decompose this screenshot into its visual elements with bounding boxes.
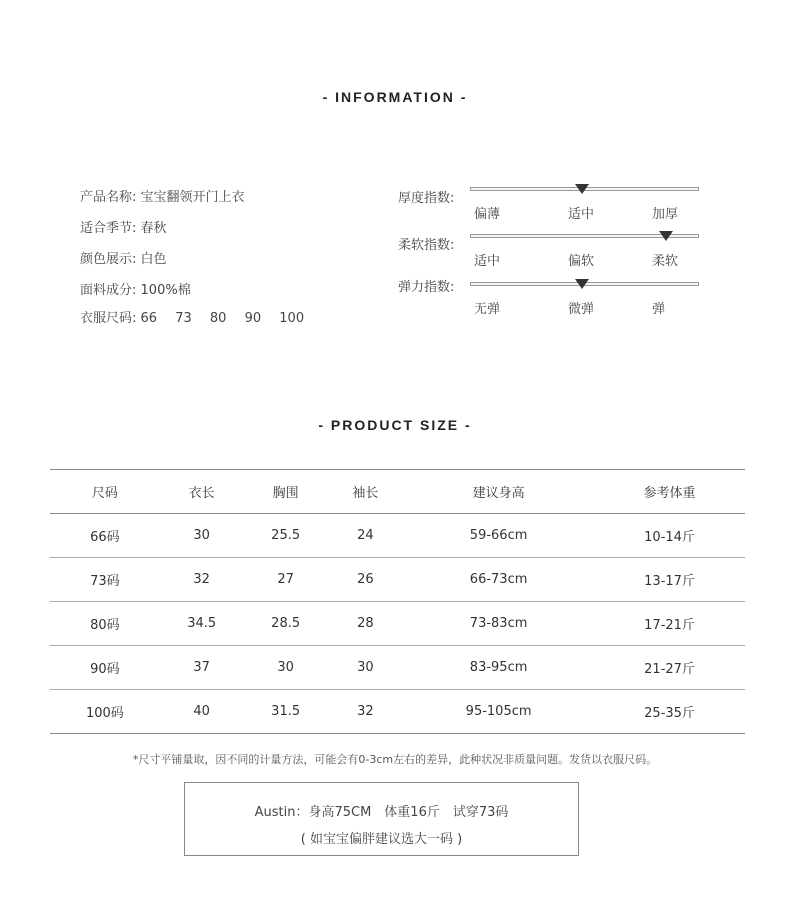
table-cell: 27 xyxy=(277,572,294,587)
table-row xyxy=(50,514,745,558)
index-option: 适中 xyxy=(568,207,595,222)
information-title: - INFORMATION - xyxy=(322,89,468,105)
size-value: 100 xyxy=(279,311,305,326)
table-cell: 59-66cm xyxy=(469,528,528,543)
info-row-color xyxy=(80,248,167,267)
size-value: 80 xyxy=(209,311,227,326)
table-cell: 83-95cm xyxy=(469,660,528,675)
table-cell: 73码 xyxy=(90,574,120,589)
table-cell: 21-27斤 xyxy=(644,662,695,677)
table-row xyxy=(50,602,745,646)
index-option: 适中 xyxy=(474,254,501,269)
index-option: 弹 xyxy=(652,302,666,317)
info-row-product-name xyxy=(80,186,245,205)
table-cell: 25-35斤 xyxy=(644,706,695,721)
info-row-sizes xyxy=(80,307,318,326)
table-cell: 66码 xyxy=(90,530,120,545)
info-value: 春秋 xyxy=(140,221,167,236)
table-cell: 24 xyxy=(357,528,374,543)
table-cell: 100码 xyxy=(85,706,124,721)
index-label: 柔软指数: xyxy=(398,238,455,253)
size-value: 73 xyxy=(175,311,192,326)
column-header: 衣长 xyxy=(188,486,215,501)
index-option: 偏薄 xyxy=(474,207,501,222)
index-option: 微弹 xyxy=(568,302,595,317)
size-value: 66 xyxy=(140,311,158,326)
info-value: 100%棉 xyxy=(140,283,191,298)
info-value: 宝宝翻领开门上衣 xyxy=(140,190,245,205)
table-cell: 73-83cm xyxy=(469,616,528,631)
table-cell: 10-14斤 xyxy=(644,530,695,545)
column-header: 袖长 xyxy=(352,486,379,501)
table-row xyxy=(50,558,745,602)
index-marker-icon xyxy=(575,279,589,289)
table-row xyxy=(50,690,745,734)
size-list xyxy=(141,311,319,326)
table-cell: 30 xyxy=(193,528,210,543)
info-label: 产品名称: xyxy=(80,190,137,205)
index-marker-icon xyxy=(659,231,673,241)
column-header: 胸围 xyxy=(272,486,299,501)
info-row-season xyxy=(80,217,167,236)
index-marker-icon xyxy=(575,184,589,194)
table-cell: 30 xyxy=(357,660,374,675)
table-row xyxy=(50,646,745,690)
table-cell: 13-17斤 xyxy=(644,574,695,589)
size-value: 90 xyxy=(244,311,262,326)
info-label: 适合季节: xyxy=(80,221,137,236)
info-label: 面料成分: xyxy=(80,283,137,298)
table-cell: 34.5 xyxy=(187,616,217,631)
measurement-note: *尺寸平铺量取，因不同的计量方法，可能会有0-3cm左右的差异，此种状况非质量问题。发货以衣服尺码。 xyxy=(132,753,658,766)
try-on-tip: ( 如宝宝偏胖建议选大一码 ) xyxy=(300,832,463,847)
table-cell: 30 xyxy=(277,660,294,675)
table-cell: 90码 xyxy=(90,662,120,677)
column-header: 参考体重 xyxy=(643,486,696,501)
table-cell: 80码 xyxy=(90,618,120,633)
try-on-model-info: Austin：身高75CM 体重16斤 试穿73码 xyxy=(254,805,509,820)
column-header: 建议身高 xyxy=(472,486,525,501)
table-cell: 40 xyxy=(193,704,210,719)
table-cell: 17-21斤 xyxy=(644,618,695,633)
table-cell: 28.5 xyxy=(271,616,301,631)
table-header-row xyxy=(50,470,745,514)
table-cell: 32 xyxy=(193,572,210,587)
table-cell: 66-73cm xyxy=(469,572,528,587)
product-size-title: - PRODUCT SIZE - xyxy=(318,417,472,433)
table-cell: 28 xyxy=(357,616,374,631)
info-label: 颜色展示: xyxy=(80,252,137,267)
info-row-fabric xyxy=(80,279,191,298)
table-cell: 95-105cm xyxy=(465,704,532,719)
column-header: 尺码 xyxy=(91,486,118,501)
table-cell: 32 xyxy=(357,704,374,719)
index-label: 弹力指数: xyxy=(398,280,455,295)
try-on-box xyxy=(184,782,579,856)
table-cell: 31.5 xyxy=(271,704,301,719)
size-table xyxy=(50,469,745,734)
index-option: 柔软 xyxy=(652,254,679,269)
index-option: 偏软 xyxy=(568,254,595,269)
table-cell: 37 xyxy=(193,660,210,675)
index-label: 厚度指数: xyxy=(398,191,455,206)
info-label: 衣服尺码: xyxy=(80,311,137,326)
index-option: 无弹 xyxy=(474,302,501,317)
index-option: 加厚 xyxy=(652,207,679,222)
table-cell: 25.5 xyxy=(271,528,301,543)
info-value: 白色 xyxy=(140,252,167,267)
table-cell: 26 xyxy=(357,572,374,587)
